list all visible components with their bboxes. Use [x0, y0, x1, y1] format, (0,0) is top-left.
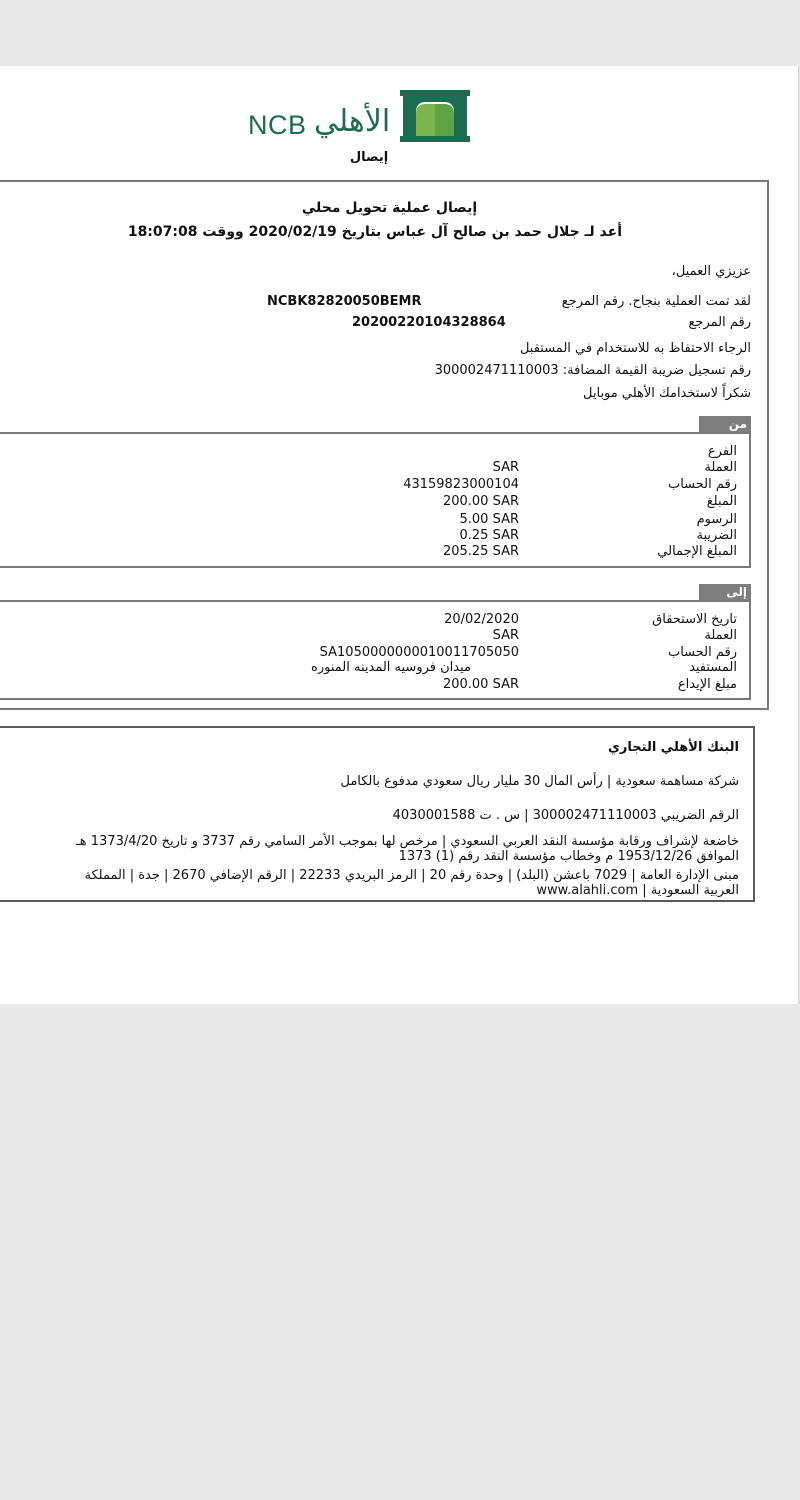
- table-row: [0, 528, 749, 544]
- table-row: [0, 544, 749, 560]
- ref-label: رقم المرجع: [688, 315, 751, 330]
- table-row: [0, 477, 749, 493]
- success-label: لقد تمت العملية بنجاح. رقم المرجع: [561, 294, 751, 309]
- logo-arabic-text: الأهلي: [314, 104, 391, 139]
- receipt-body: [0, 180, 769, 710]
- row-label: المبلغ: [706, 494, 737, 509]
- receipt-title: إيصال عملية تحويل محلي: [301, 200, 478, 216]
- ncb-logo: [248, 90, 470, 146]
- greeting: عزيزي العميل،: [671, 264, 751, 279]
- ncb-arch-icon: [400, 90, 470, 142]
- row-label: تاريخ الاستحقاق: [652, 612, 737, 627]
- row-label: رقم الحساب: [667, 645, 737, 660]
- table-row: [0, 494, 749, 510]
- logo-latin-text: NCB: [248, 110, 307, 140]
- receipt-page: [0, 66, 799, 1004]
- row-label: الضريبة: [696, 528, 737, 543]
- vat-line: رقم تسجيل ضريبة القيمة المضافة: 300002471110003: [434, 363, 751, 378]
- license-line-1: خاضعة لإشراف ورقابة مؤسسة النقد العربي السعودي | مرخص لها بموجب الأمر السامي رقم 3737 و تاريخ 1373/4/20 هـ: [75, 834, 739, 849]
- row-label: مبلغ الإيداع: [677, 677, 737, 692]
- table-row: [0, 512, 749, 528]
- success-ref: NCBK82820050BEMR: [267, 294, 422, 309]
- row-label: رقم الحساب: [667, 477, 737, 492]
- table-row: [0, 645, 749, 661]
- row-value: SA1050000000010011705050: [319, 645, 519, 660]
- row-label: المبلغ الإجمالي: [657, 544, 737, 559]
- company-line: شركة مساهمة سعودية | رأس المال 30 مليار ريال سعودي مدفوع بالكامل: [340, 774, 739, 789]
- row-value: SAR: [492, 460, 519, 475]
- to-section: [0, 600, 751, 700]
- row-label: الرسوم: [696, 512, 737, 527]
- to-tab: إلى: [699, 584, 751, 601]
- from-tab: من: [699, 416, 751, 433]
- from-section: [0, 432, 751, 568]
- row-value: 200.00 SAR: [442, 677, 519, 692]
- row-label: العملة: [704, 460, 737, 475]
- license-line-2: الموافق 1953/12/26 م وخطاب مؤسسة النقد رقم (1) 1373: [398, 849, 739, 864]
- receipt-label: إيصال: [349, 150, 389, 165]
- row-value: 0.25 SAR: [459, 528, 519, 543]
- table-row: [0, 612, 749, 628]
- row-value: 5.00 SAR: [459, 512, 519, 527]
- row-value: 200.00 SAR: [442, 494, 519, 509]
- table-row: [0, 460, 749, 476]
- prepared-for: أعد لـ جلال حمد بن صالح آل عباس بتاريخ 2020/02/19 ووقت 18:07:08: [127, 224, 622, 240]
- row-label: المستفيد: [689, 660, 737, 675]
- keep-note: الرجاء الاحتفاظ به للاستخدام في المستقبل: [519, 341, 751, 356]
- table-row: [0, 444, 749, 460]
- row-value: ميدان فروسيه المدينه المنوره: [311, 660, 471, 675]
- address-line-2: العربية السعودية | www.alahli.com: [536, 883, 739, 898]
- tax-line: الرقم الضريبي 300002471110003 | س . ت 4030001588: [392, 808, 739, 823]
- row-label: العملة: [704, 628, 737, 643]
- row-value: 205.25 SAR: [442, 544, 519, 559]
- row-value: 43159823000104: [403, 477, 519, 492]
- bank-footer: [0, 726, 755, 902]
- thanks-line: شكراً لاستخدامك الأهلي موبايل: [583, 386, 751, 401]
- row-value: 20/02/2020: [444, 612, 519, 627]
- table-row: [0, 660, 749, 676]
- table-row: [0, 677, 749, 693]
- table-row: [0, 628, 749, 644]
- address-line-1: مبنى الإدارة العامة | 7029 باعشن (البلد) | وحدة رقم 20 | الرمز البريدي 22233 | الرقم الإضافي 2670 | جدة | المملكة: [84, 868, 739, 883]
- row-value: SAR: [492, 628, 519, 643]
- ref-value: 2020022010432886​4: [352, 315, 506, 330]
- bank-name: البنك الأهلي التجاري: [607, 740, 739, 755]
- row-label: الفرع: [707, 444, 737, 459]
